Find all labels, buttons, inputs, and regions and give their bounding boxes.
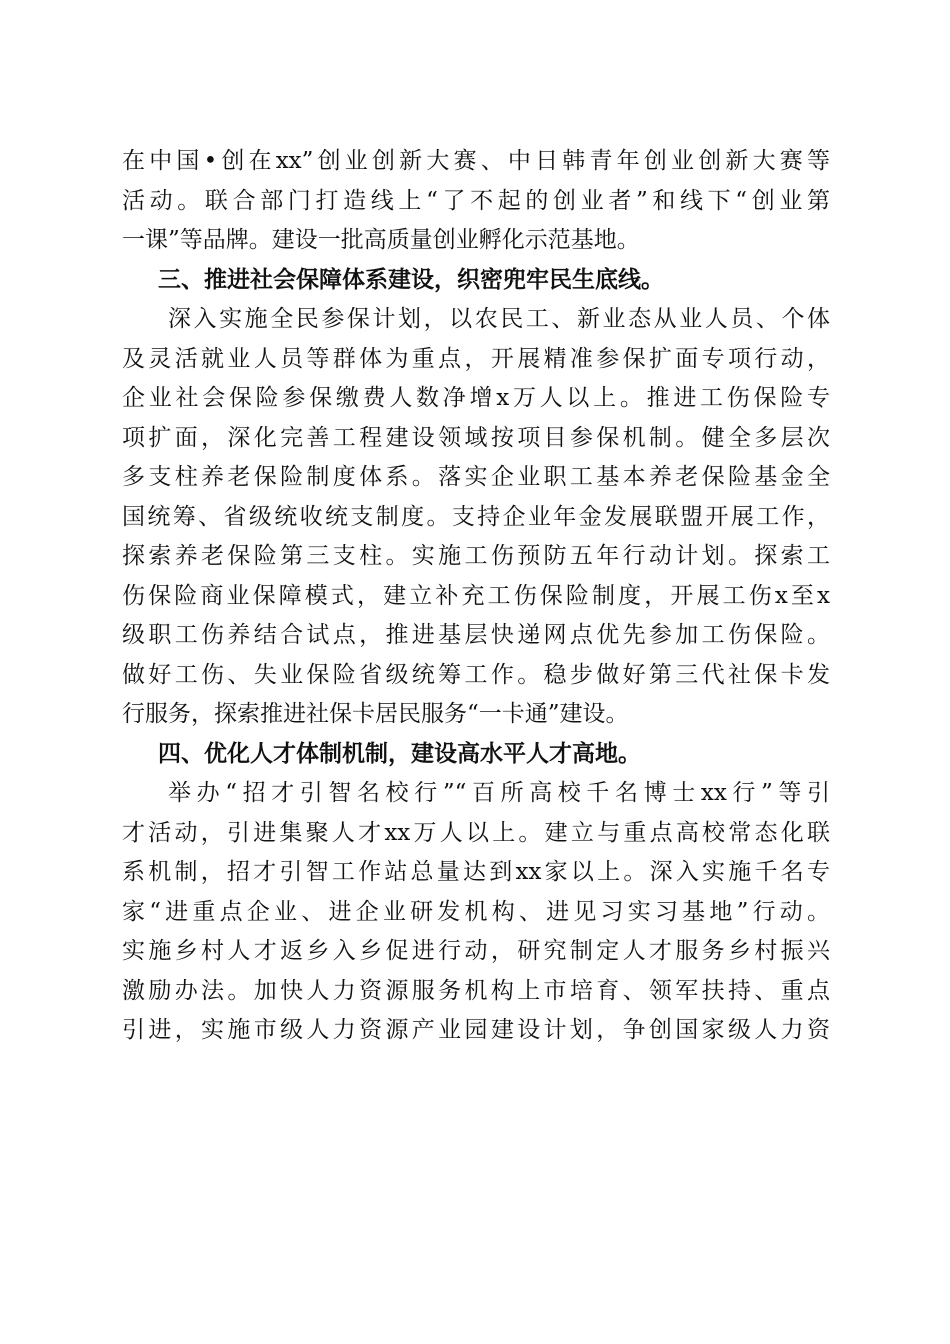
text-line: 做好工伤、失业保险省级统筹工作。稳步做好第三代社保卡发 — [122, 661, 830, 688]
text-line: 及灵活就业人员等群体为重点，开展精准参保扩面专项行动， — [122, 345, 830, 372]
text-line: 行服务，探索推进社保卡居民服务“一卡通”建设。 — [122, 701, 629, 727]
text-line: 才活动，引进集聚人才xx万人以上。建立与重点高校常态化联 — [122, 819, 830, 846]
text-line: 探索养老保险第三支柱。实施工伤预防五年行动计划。探索工 — [122, 543, 830, 569]
text-line: 家“进重点企业、进企业研发机构、进见习实习基地”行动。 — [122, 898, 830, 925]
text-line: 伤保险商业保障模式，建立补充工伤保险制度，开展工伤x至x — [122, 582, 830, 609]
paragraph-talent — [122, 774, 830, 1051]
text-line: 激励办法。加快人力资源服务机构上市培育、领军扶持、重点 — [122, 977, 830, 1004]
text-line: 一课”等品牌。建设一批高质量创业孵化示范基地。 — [122, 227, 640, 253]
text-line: 实施乡村人才返乡入乡促进行动，研究制定人才服务乡村振兴 — [122, 938, 830, 964]
text-line: 活动。联合部门打造线上“了不起的创业者”和线下“创业第 — [122, 187, 830, 214]
section-heading-4: 四、优化人才体制机制，建设高水平人才高地。 — [158, 740, 641, 767]
paragraph-continuation — [122, 142, 830, 261]
text-line: 多支柱养老保险制度体系。落实企业职工基本养老保险基金全 — [122, 464, 830, 490]
text-line: 系机制，招才引智工作站总量达到xx家以上。深入实施千名专 — [122, 859, 830, 885]
section-heading-3: 三、推进社会保障体系建设，织密兜牢民生底线。 — [158, 266, 664, 293]
text-line: 举办“招才引智名校行”“百所高校千名博士xx行”等引 — [168, 780, 830, 806]
text-line: 项扩面，深化完善工程建设领域按项目参保机制。健全多层次 — [122, 424, 830, 451]
text-line: 引进，实施市级人力资源产业园建设计划，争创国家级人力资 — [122, 1017, 830, 1043]
document-page — [122, 142, 830, 1051]
text-line: 国统筹、省级统收统支制度。支持企业年金发展联盟开展工作， — [122, 503, 830, 530]
text-line: 深入实施全民参保计划，以农民工、新业态从业人员、个体 — [168, 306, 830, 332]
text-line: 在中国•创在xx”创业创新大赛、中日韩青年创业创新大赛等 — [122, 148, 830, 174]
text-line: 级职工伤养结合试点，推进基层快递网点优先参加工伤保险。 — [122, 622, 830, 648]
text-line: 企业社会保险参保缴费人数净增x万人以上。推进工伤保险专 — [122, 385, 830, 411]
paragraph-social-security — [122, 300, 830, 735]
